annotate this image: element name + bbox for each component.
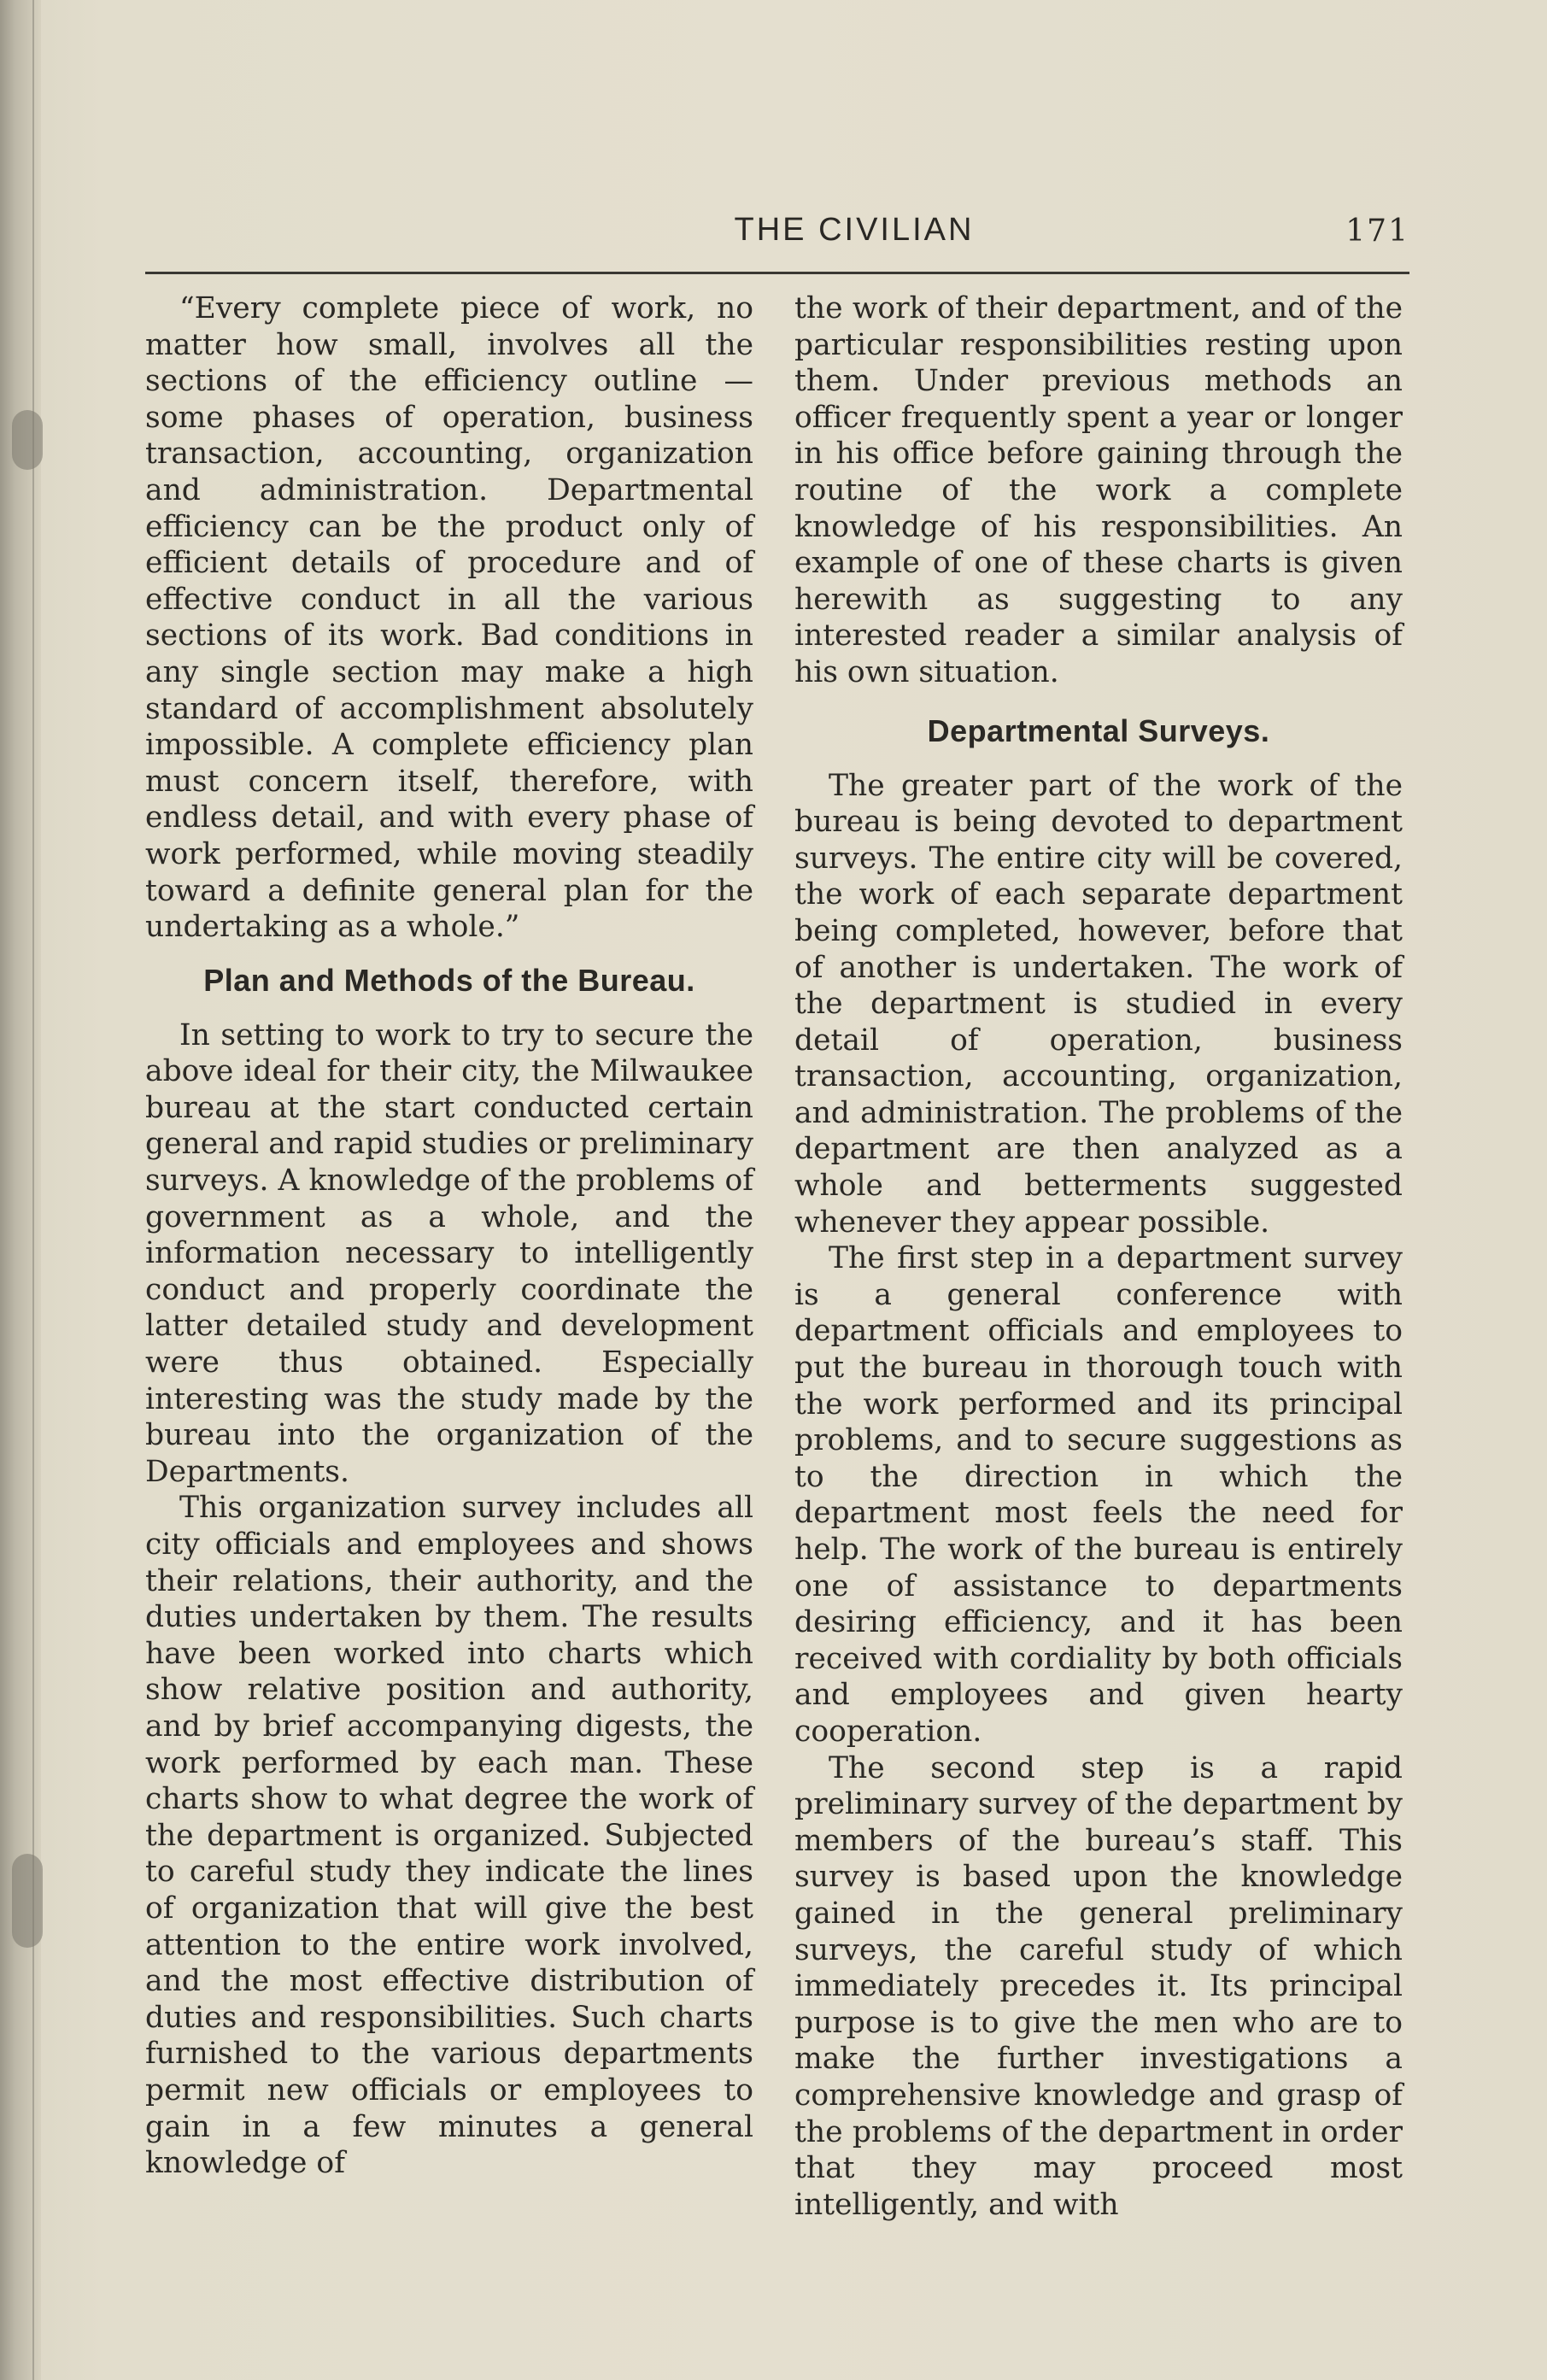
body-paragraph: The second step is a rapid preliminary survey of the department by members of the bureau’s staff. This survey is based upon the knowledge gained in the general preliminary surveys, the careful study of which immediately precedes it. Its principal purpose is to give the men who are to make the further investigations a comprehensive knowledge and grasp of the problems of the department in order that they may proceed most intelligently, and with (794, 1750, 1403, 2222)
quote-paragraph: “Every complete piece of work, no matter how small, involves all the sections of the efficiency outline — some phases of operation, business transaction, accounting, organization and administration. Departmental efficiency can be the product only of efficient details of procedure and of effective conduct in all the various sections of its work. Bad conditions in any single section may make a high standard of accomplishment absolutely impossible. A complete efficiency plan must concern itself, therefore, with endless detail, and with every phase of work performed, while moving steadily toward a definite general plan for the undertaking as a whole.” (145, 291, 753, 945)
left-column (145, 290, 753, 2182)
binding-gutter (0, 0, 41, 2380)
body-paragraph: This organization survey includes all city officials and employees and shows their relations, their authority, and the duties undertaken by them. The results have been worked into charts which show relative position and authority, and by brief accompanying digests, the work performed by each man. These charts show to what degree the work of the department is organized. Subjected to careful study they indicate the lines of organization that will give the best attention to the entire work involved, and the most effective distribution of duties and responsibilities. Such charts furnished to the various departments permit new officials or employees to gain in a few minutes a general knowledge of (145, 1491, 753, 2181)
section-heading-departmental-surveys: Departmental Surveys. (927, 712, 1270, 748)
body-paragraph: The greater part of the work of the bureau is being devoted to department surveys. The entire city will be covered, the work of each separate department being completed, however, before that of another is undertaken. The work of the department is studied in every detail of operation, business transaction, accounting, organization, and administration. The problems of the department are then analyzed as a whole and betterments suggested whenever they appear possible. (794, 768, 1403, 1240)
binding-edge-line (32, 0, 34, 2380)
right-column (794, 290, 1403, 2223)
binding-clip-mark (12, 1854, 43, 1948)
section-heading-plan-and-methods: Plan and Methods of the Bureau. (203, 962, 695, 998)
continuation-paragraph: the work of their department, and of the particular responsibilities resting upon them. Under previous methods an officer frequently spent a year or longer in his office before gaining through the routine of the work a complete knowledge of his responsibilities. An example of one of these charts is given herewith as suggesting to any interested reader a similar analysis of his own situation. (794, 291, 1403, 689)
body-paragraph: In setting to work to try to secure the above ideal for their city, the Milwaukee bureau at the start conducted certain general and rapid studies or preliminary surveys. A knowledge of the problems of government as a whole, and the information necessary to intelligently conduct and properly coordinate the latter detailed study and development were thus obtained. Especially interesting was the study made by the bureau into the organization of the Departments. (145, 1017, 753, 1489)
body-paragraph: The first step in a department survey is a general conference with department officials and employees to put the bureau in thorough touch with the work performed and its principal problems, and to secure suggestions as to the direction in which the department most feels the need for help. The work of the bureau is entirely one of assistance to departments desiring efficiency, and it has been received with cordiality by both officials and employees and given hearty cooperation. (794, 1241, 1403, 1749)
page-header (145, 212, 1409, 255)
binding-clip-mark (12, 410, 43, 470)
header-rule (145, 272, 1409, 274)
running-title: THE CIVILIAN (734, 212, 975, 248)
page-number: 171 (1345, 214, 1409, 249)
